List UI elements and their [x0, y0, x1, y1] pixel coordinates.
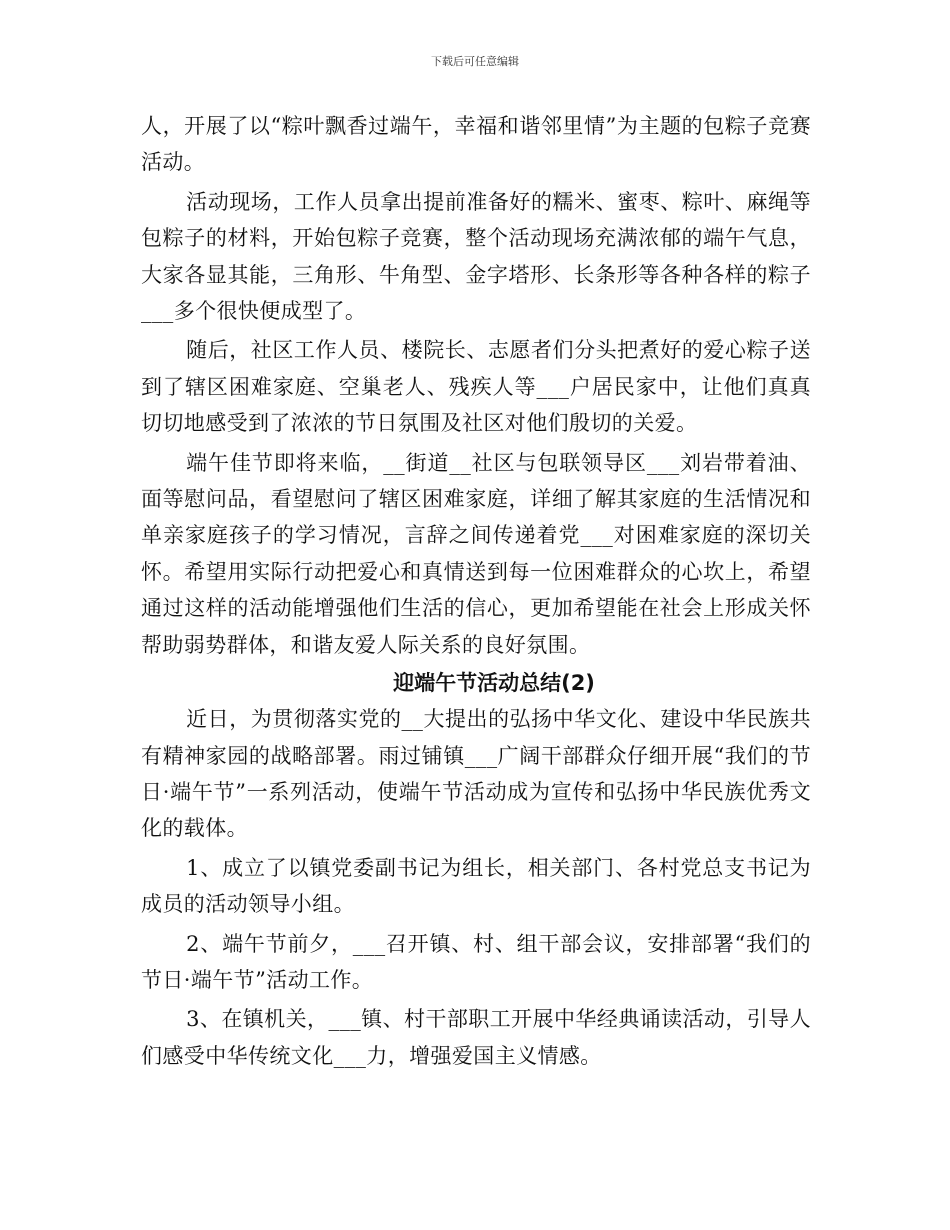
section-title: 迎端午节活动总结(2) — [393, 671, 595, 696]
page-header: 下载后可任意编辑 — [431, 55, 519, 68]
paragraph: 活动现场，工作人员拿出提前准备好的糯米、蜜枣、粽叶、麻绳等包粽子的材料，开始包粽子竞赛，整个活动现场充满浓郁的端午气息，大家各显其能，三角形、牛角型、金字塔形、长条形等各种各样的粽子___多个很快便成型了。 — [141, 189, 811, 324]
list-item: 2、端午节前夕，___召开镇、村、组干部会议，安排部署“我们的节日·端午节”活动工作。 — [141, 931, 811, 992]
paragraph: 端午佳节即将来临，__街道__社区与包联领导区___刘岩带着油、面等慰问品，看望慰问了辖区困难家庭，详细了解其家庭的生活情况和单亲家庭孩子的学习情况，言辞之间传递着党___对困难家庭的深切关怀。希望用实际行动把爱心和真情送到每一位困难群众的心坎上，希望通过这样的活动能增强他们生活的信心，更加希望能在社会上形成关怀帮助弱势群体，和谐友爱人际关系的良好氛围。 — [141, 450, 811, 657]
paragraph: 随后，社区工作人员、楼院长、志愿者们分头把煮好的爱心粽子送到了辖区困难家庭、空巢老人、残疾人等___户居民家中，让他们真真切切地感受到了浓浓的节日氛围及社区对他们殷切的关爱。 — [141, 338, 811, 436]
list-item: 1、成立了以镇党委副书记为组长，相关部门、各村党总支书记为成员的活动领导小组。 — [141, 855, 811, 917]
paragraph: 近日，为贯彻落实党的__大提出的弘扬中华文化、建设中华民族共有精神家园的战略部署。雨过铺镇___广阔干部群众仔细开展“我们的节日·端午节”一系列活动，使端午节活动成为宣传和弘扬中华民族优秀文化的载体。 — [141, 707, 811, 841]
paragraph: 人，开展了以“粽叶飘香过端午，幸福和谐邻里情”为主题的包粽子竞赛活动。 — [141, 114, 811, 175]
document-body — [141, 108, 811, 1077]
list-item: 3、在镇机关，___镇、村干部职工开展中华经典诵读活动，引导人们感受中华传统文化___力，增强爱国主义情感。 — [141, 1007, 811, 1068]
